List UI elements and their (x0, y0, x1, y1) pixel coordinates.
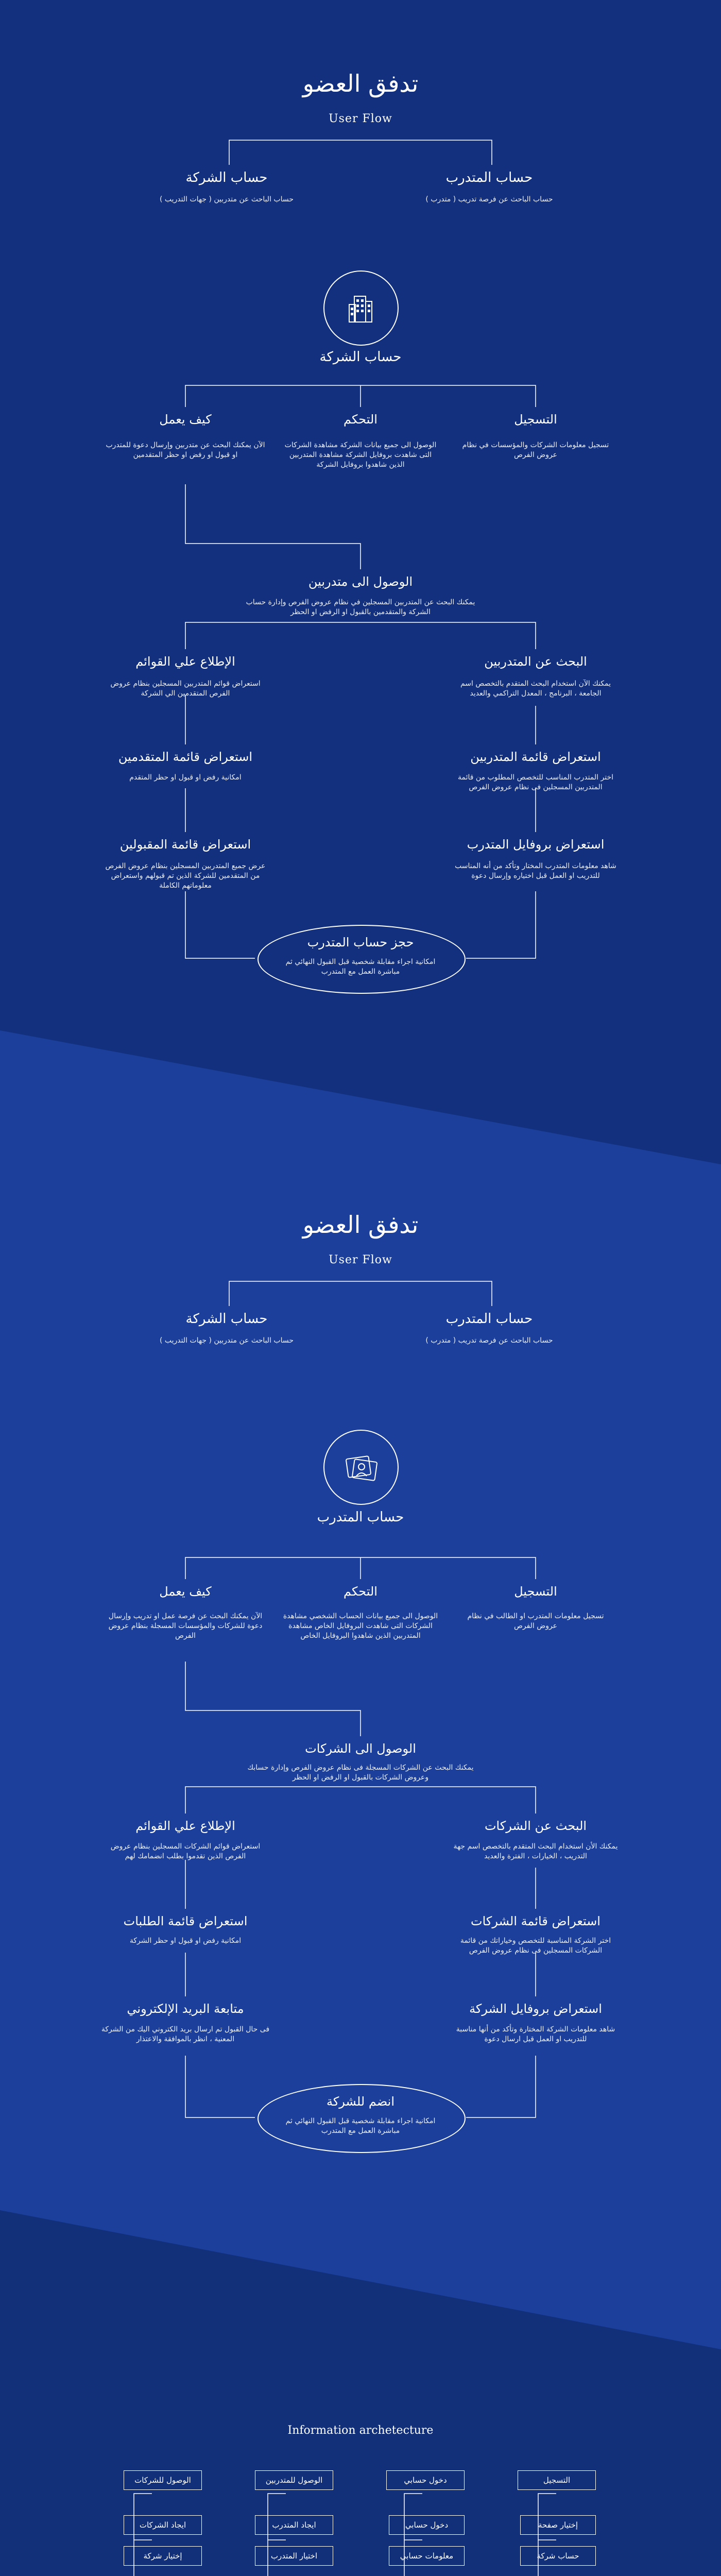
flow1-view-trainees-desc: اختر المتدرب المناسب للتخصص المطلوب من قائمة المتدربين المسجلين فى نظام عروض الفرص (457, 773, 614, 791)
flow2-view-companies: استعراض قائمة الشركات (471, 1914, 600, 1928)
flow1-reach: الوصول الى متدربين (308, 574, 413, 589)
flow1-control: التحكم (344, 412, 377, 427)
flow2-search-desc: يمكنك الأن استخدام البحث المتقدم بالتخصص اسم جهة التدريب ، الخيارات ، الفترة والعديد (453, 1842, 618, 1860)
flow2-how: كيف يعمل (159, 1584, 212, 1599)
ia-header-0: التسجيل (518, 2470, 596, 2490)
flow2-view-companies-desc: اختر الشركة المناسبة للتخصص وخياراتك من قائمة الشركات المسجلين فى نظام عروض الفرص (460, 1937, 611, 1955)
ia-item-1-1: معلومات حسابي (389, 2546, 465, 2566)
flow2-reach-desc: يمكنك البحث عن الشركات المسجلة فى نظام عروض الفرص وإدارة حسابك وعروض الشركات بالقبول او الرفض او الحظر (247, 1764, 474, 1782)
flow2-trainee-account: حساب المتدرب (445, 1311, 533, 1327)
id-card-icon (324, 1431, 398, 1504)
flow1-view-accepted: استعراض قائمة المقبولين (119, 837, 251, 852)
flow2-register: التسجيل (514, 1584, 557, 1599)
flow1-view-applicants: استعراض قائمة المتقدمين (118, 750, 253, 764)
flow1-how-desc: الآن يمكنك البحث عن متدربين وإرسال دعوة للمتدرب او قبول او رفض او حظر المتقدمين (106, 441, 265, 459)
ia-header-2: الوصول للمتدربين (255, 2470, 333, 2490)
flow2-view-profile-desc: شاهد معلومات الشركة المختارة وتأكد من أنها مناسبة للتدريب او العمل قبل ارسال دعوة (456, 2025, 615, 2043)
flow2-section-title: حساب المتدرب (317, 1510, 404, 1525)
flow1-reach-desc: يمكنك البحث عن المتدربين المسجلين في نظام عروض الفرص وإدارة حساب الشركة والمتقدمين بالقبول او الرفض او الحظر (246, 598, 475, 616)
flow2-view-requests: استعراض قائمة الطلبات (123, 1914, 248, 1928)
flow2-trainee-account-desc: حساب الباحث عن فرصة تدريب ( متدرب ) (425, 1336, 553, 1345)
ia-item-2-1: اختيار المتدرب (255, 2546, 333, 2566)
flow2-view-requests-desc: امكانية رفض او قبول او حظر الشركة (129, 1937, 242, 1945)
flow2-how-desc: الآن يمكنك البحث عن فرصة عمل او تدريب وإرسال دعوة للشركات والمؤسسات المسجلة بنظام عروض الفرص (108, 1612, 263, 1640)
flow2-company-account-desc: حساب الباحث عن متدربين ( جهات التدريب ) (159, 1336, 294, 1345)
flow1-section-title: حساب الشركة (319, 349, 402, 365)
flow1-register-desc: تسجيل معلومات الشركات والمؤسسات في نظام عروض الفرص (462, 441, 609, 459)
flow1-view-profile-desc: شاهد معلومات المتدرب المختار وتأكد من أنه المناسب للتدريب او العمل قبل اختياره وإرسال دعوة (455, 862, 616, 880)
flow2-register-desc: تسجيل معلومات المتدرب او الطالب في نظام عروض الفرص (467, 1612, 604, 1630)
flow1-icon-circle (323, 270, 399, 346)
ia-item-0-0: إختيار صفحة (520, 2515, 596, 2535)
flow1-final: حجز حساب المتدرب (307, 935, 414, 950)
flow1-view-accepted-desc: عرض جميع المتدربين المسجلين بنظام عروض الفرص من المتقدمين للشركة الذين تم قبولهم واستعراض معلوماتهم الكاملة (105, 862, 266, 890)
flow2-icon-circle (323, 1430, 399, 1505)
ia-item-2-0: ايجاد المتدرب (255, 2515, 333, 2535)
flow2-company-account: حساب الشركة (185, 1311, 268, 1327)
flow2-email: متابعة البريد الإلكتروني (127, 2002, 244, 2016)
flow2-control-desc: الوصول الى جميع بيانات الحساب الشخصي مشاهدة الشركات التى شاهدت البروفايل الخاص مشاهدة المتدربين الذين شاهدوا البروفايل الخاص (283, 1612, 438, 1640)
flow1-trainee-account-desc: حساب الباحث عن فرصة تدريب ( متدرب ) (425, 195, 553, 204)
flow2-lists: الإطلاع علي القوائم (135, 1819, 235, 1833)
ia-header-1: دخول حسابي (386, 2470, 465, 2490)
flow1-final-desc: امكانية اجراء مقابلة شخصية قبل القبول النهائي ثم مباشرة العمل مع المتدرب (285, 958, 436, 976)
flow1-register: التسجيل (514, 412, 557, 427)
flow2-subtitle: User Flow (329, 1253, 392, 1266)
flow1-company-account-desc: حساب الباحث عن متدربين ( جهات التدريب ) (159, 195, 294, 204)
ia-item-0-1: حساب شركة (520, 2546, 596, 2566)
ia-item-3-0: ايجاد الشركات (124, 2515, 202, 2535)
flow1-view-profile: استعراض بروفايل المتدرب (467, 837, 605, 852)
flow2-final-desc: امكانية اجراء مقابلة شخصية قبل القبول النهائي ثم مباشرة العمل مع المتدرب (285, 2117, 436, 2135)
flow2-email-desc: فى حال القبول تم ارسال بريد الكتروني اليك من الشركة المعنية ، انظر بالموافقة والاعتذار (101, 2025, 270, 2043)
flow1-subtitle: User Flow (329, 112, 392, 125)
flow1-search: البحث عن المتدربين (484, 654, 587, 669)
flow2-reach: الوصول الى الشركات (305, 1741, 416, 1756)
flow2-final: انضم للشركة (327, 2094, 394, 2109)
flow1-search-desc: يمكنك الآن استخدام البحث المتقدم بالتخصص اسم الجامعة ، البرنامج ، المعدل التراكمي والعديد (460, 680, 611, 698)
ia-header-3: الوصول للشركات (124, 2470, 202, 2490)
flow1-view-trainees: استعراض قائمة المتدربين (470, 750, 601, 764)
flow1-control-desc: الوصول الى جميع بيانات الشركة مشاهدة الشركات التى شاهدت بروفايل الشركة مشاهدة المتدربين الذين شاهدوا بروفايل الشركة (284, 441, 437, 469)
flow1-company-account: حساب الشركة (185, 170, 268, 185)
flow2-view-profile: استعراض بروفايل الشركة (469, 2002, 602, 2016)
flow2-title: تدفق العضو (302, 1211, 419, 1239)
flow2-lists-desc: استعراض قوائم الشركات المسجلين بنظام عروض الفرص الذين تقدموا بطلب انضمامك لهم (110, 1842, 261, 1860)
flow1-trainee-account: حساب المتدرب (445, 170, 533, 185)
ia-title: Information archetecture (287, 2424, 434, 2437)
ia-item-3-1: إختيار شركة (124, 2546, 202, 2566)
flow1-lists-desc: استعراض قوائم المتدربين المسجلين بنظام عروض الفرص المتقدمين الي الشركة (110, 680, 261, 698)
flow1-how: كيف يعمل (159, 412, 212, 427)
flow2-search: البحث عن الشركات (484, 1819, 587, 1833)
flow1-title: تدفق العضو (302, 70, 419, 97)
flow1-lists: الإطلاع علي القوائم (135, 654, 235, 669)
ia-item-1-0: دخول حسابي (389, 2515, 465, 2535)
flow2-control: التحكم (344, 1584, 377, 1599)
flow1-view-applicants-desc: امكانية رفض او قبول او حظر المتقدم (129, 773, 242, 782)
building-icon (324, 272, 398, 345)
